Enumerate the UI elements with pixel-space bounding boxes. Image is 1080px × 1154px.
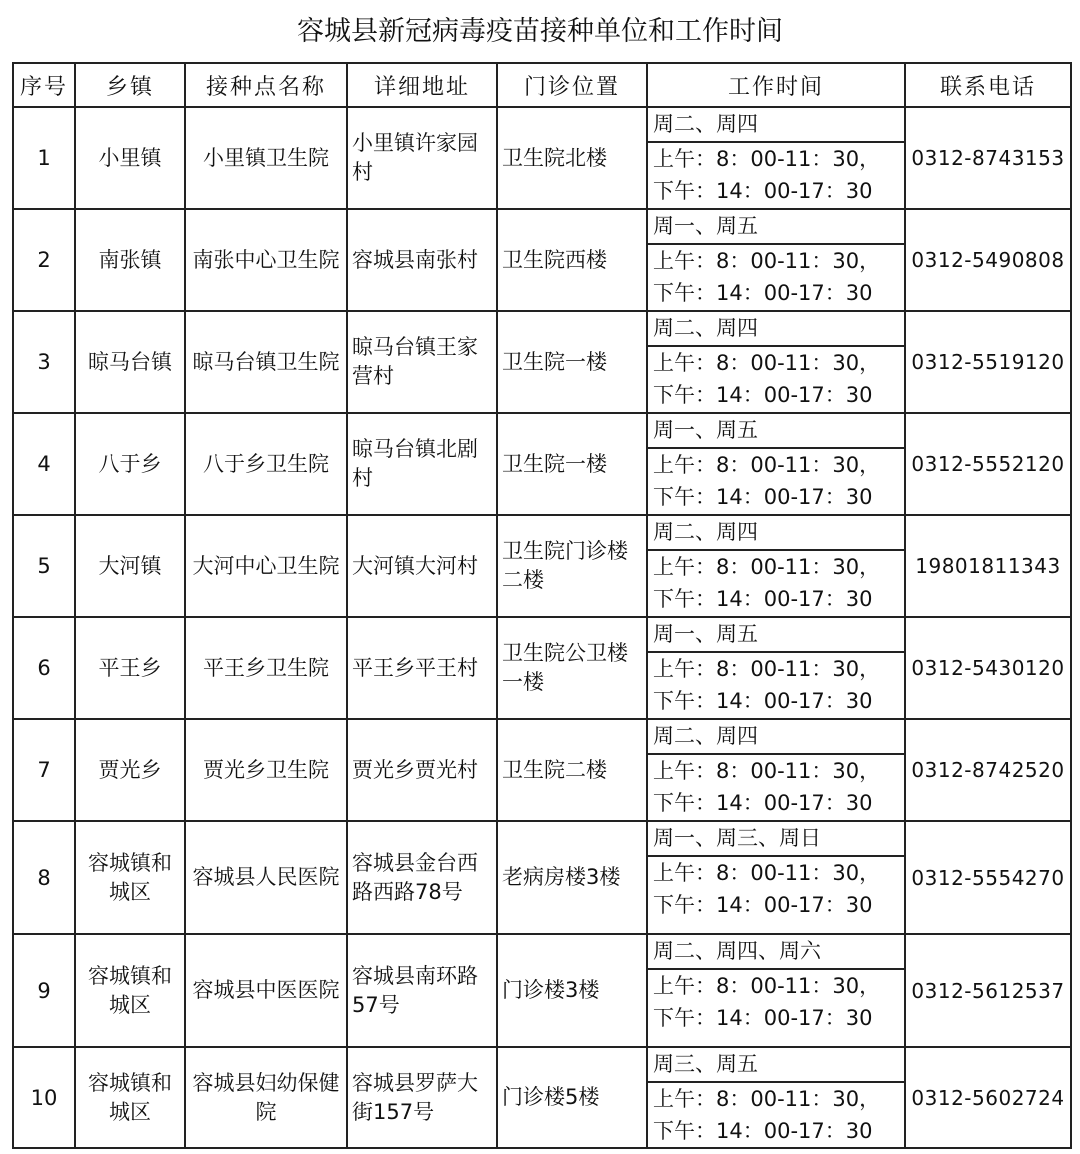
row-index: 3	[13, 311, 75, 413]
row-clinic-location: 卫生院二楼	[497, 719, 647, 821]
row-site-name: 容城县妇幼保健院	[185, 1047, 347, 1148]
row-site-name: 容城县中医医院	[185, 934, 347, 1047]
row-work-hours	[647, 413, 905, 515]
table-row	[13, 617, 1071, 719]
row-phone: 0312-5552120	[905, 413, 1071, 515]
row-index: 2	[13, 209, 75, 311]
row-town: 晾马台镇	[75, 311, 185, 413]
row-index: 9	[13, 934, 75, 1047]
row-clinic-location: 卫生院公卫楼一楼	[497, 617, 647, 719]
table-row	[13, 209, 1071, 311]
row-clinic-location: 卫生院一楼	[497, 311, 647, 413]
row-address: 容城县罗萨大街157号	[347, 1047, 497, 1148]
row-morning-hours: 上午：8：00-11：30，	[653, 657, 881, 681]
row-morning-hours: 上午：8：00-11：30，	[653, 1087, 881, 1111]
row-phone: 0312-5612537	[905, 934, 1071, 1047]
row-index: 7	[13, 719, 75, 821]
row-site-name: 南张中心卫生院	[185, 209, 347, 311]
row-work-hours	[647, 821, 905, 934]
header-clinic: 门诊位置	[497, 63, 647, 107]
row-afternoon-hours: 下午：14：00-17：30	[653, 1006, 873, 1030]
row-work-days: 周一、周五	[648, 414, 904, 449]
row-work-days: 周三、周五	[648, 1048, 904, 1083]
row-work-hours	[647, 719, 905, 821]
row-address: 平王乡平王村	[347, 617, 497, 719]
row-morning-hours: 上午：8：00-11：30，	[653, 147, 881, 171]
row-clinic-location: 卫生院门诊楼二楼	[497, 515, 647, 617]
row-morning-hours: 上午：8：00-11：30，	[653, 249, 881, 273]
header-address: 详细地址	[347, 63, 497, 107]
row-work-hours	[647, 311, 905, 413]
row-work-days: 周二、周四	[648, 108, 904, 143]
row-clinic-location: 门诊楼3楼	[497, 934, 647, 1047]
row-town: 容城镇和城区	[75, 821, 185, 934]
row-work-days: 周二、周四	[648, 516, 904, 551]
header-phone: 联系电话	[905, 63, 1071, 107]
row-phone: 0312-5602724	[905, 1047, 1071, 1148]
row-address: 晾马台镇王家营村	[347, 311, 497, 413]
row-work-days: 周二、周四	[648, 312, 904, 347]
row-town: 贾光乡	[75, 719, 185, 821]
row-clinic-location: 老病房楼3楼	[497, 821, 647, 934]
row-clinic-location: 卫生院一楼	[497, 413, 647, 515]
row-morning-hours: 上午：8：00-11：30，	[653, 351, 881, 375]
row-work-days: 周一、周五	[648, 210, 904, 245]
table-row	[13, 515, 1071, 617]
row-work-days: 周一、周三、周日	[648, 822, 904, 857]
row-town: 大河镇	[75, 515, 185, 617]
row-work-hours	[647, 934, 905, 1047]
row-afternoon-hours: 下午：14：00-17：30	[653, 689, 873, 713]
row-clinic-location: 卫生院西楼	[497, 209, 647, 311]
row-phone: 0312-8743153	[905, 107, 1071, 209]
row-index: 8	[13, 821, 75, 934]
table-row	[13, 934, 1071, 1047]
row-phone: 0312-5490808	[905, 209, 1071, 311]
row-town: 平王乡	[75, 617, 185, 719]
row-site-name: 大河中心卫生院	[185, 515, 347, 617]
row-work-hours	[647, 107, 905, 209]
table-header-row	[13, 63, 1071, 107]
row-phone: 0312-5519120	[905, 311, 1071, 413]
row-address: 容城县金台西路西路78号	[347, 821, 497, 934]
row-index: 6	[13, 617, 75, 719]
row-work-hours	[647, 1047, 905, 1148]
table-row	[13, 107, 1071, 209]
row-address: 贾光乡贾光村	[347, 719, 497, 821]
row-index: 5	[13, 515, 75, 617]
row-morning-hours: 上午：8：00-11：30，	[653, 453, 881, 477]
row-clinic-location: 门诊楼5楼	[497, 1047, 647, 1148]
row-site-name: 贾光乡卫生院	[185, 719, 347, 821]
row-site-name: 小里镇卫生院	[185, 107, 347, 209]
row-phone: 0312-8742520	[905, 719, 1071, 821]
row-site-name: 晾马台镇卫生院	[185, 311, 347, 413]
row-afternoon-hours: 下午：14：00-17：30	[653, 281, 873, 305]
header-index: 序号	[13, 63, 75, 107]
row-phone: 0312-5554270	[905, 821, 1071, 934]
row-work-days: 周二、周四	[648, 720, 904, 755]
row-afternoon-hours: 下午：14：00-17：30	[653, 791, 873, 815]
row-work-days: 周二、周四、周六	[648, 935, 904, 970]
row-work-hours	[647, 515, 905, 617]
row-afternoon-hours: 下午：14：00-17：30	[653, 383, 873, 407]
row-site-name: 平王乡卫生院	[185, 617, 347, 719]
row-address: 小里镇许家园村	[347, 107, 497, 209]
header-town: 乡镇	[75, 63, 185, 107]
row-afternoon-hours: 下午：14：00-17：30	[653, 485, 873, 509]
row-afternoon-hours: 下午：14：00-17：30	[653, 587, 873, 611]
header-site: 接种点名称	[185, 63, 347, 107]
row-morning-hours: 上午：8：00-11：30，	[653, 555, 881, 579]
row-afternoon-hours: 下午：14：00-17：30	[653, 1119, 873, 1143]
table-row	[13, 1047, 1071, 1148]
row-town: 小里镇	[75, 107, 185, 209]
row-morning-hours: 上午：8：00-11：30，	[653, 861, 881, 885]
row-address: 容城县南环路57号	[347, 934, 497, 1047]
row-work-days: 周一、周五	[648, 618, 904, 653]
row-clinic-location: 卫生院北楼	[497, 107, 647, 209]
row-town: 南张镇	[75, 209, 185, 311]
row-town: 容城镇和城区	[75, 1047, 185, 1148]
row-site-name: 八于乡卫生院	[185, 413, 347, 515]
row-town: 容城镇和城区	[75, 934, 185, 1047]
row-afternoon-hours: 下午：14：00-17：30	[653, 893, 873, 917]
row-address: 容城县南张村	[347, 209, 497, 311]
row-phone: 19801811343	[905, 515, 1071, 617]
row-index: 4	[13, 413, 75, 515]
header-hours: 工作时间	[647, 63, 905, 107]
table-row	[13, 821, 1071, 934]
row-town: 八于乡	[75, 413, 185, 515]
row-work-hours	[647, 617, 905, 719]
row-phone: 0312-5430120	[905, 617, 1071, 719]
row-morning-hours: 上午：8：00-11：30，	[653, 974, 881, 998]
row-address: 大河镇大河村	[347, 515, 497, 617]
vaccination-schedule-table	[12, 62, 1072, 1149]
row-site-name: 容城县人民医院	[185, 821, 347, 934]
row-index: 1	[13, 107, 75, 209]
table-row	[13, 413, 1071, 515]
table-row	[13, 719, 1071, 821]
row-work-hours	[647, 209, 905, 311]
row-index: 10	[13, 1047, 75, 1148]
row-address: 晾马台镇北剧村	[347, 413, 497, 515]
table-row	[13, 311, 1071, 413]
row-morning-hours: 上午：8：00-11：30，	[653, 759, 881, 783]
page-title: 容城县新冠病毒疫苗接种单位和工作时间	[297, 16, 783, 47]
row-afternoon-hours: 下午：14：00-17：30	[653, 179, 873, 203]
